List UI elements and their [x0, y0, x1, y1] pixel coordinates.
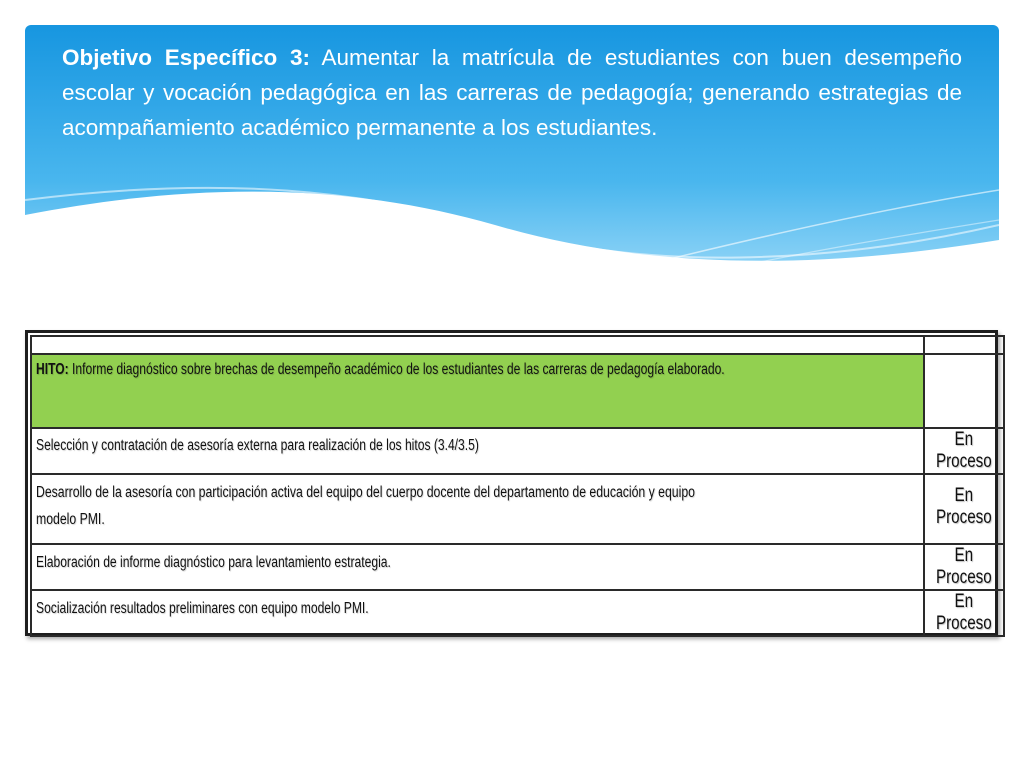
table-row [31, 590, 1004, 636]
table-row [31, 474, 1004, 544]
hito-row [31, 354, 1004, 428]
status-cell [924, 590, 1004, 636]
objective-body: Aumentar la matrícula de estudiantes con buen desempeño escolar y vocación pedagógica en las carreras de pedagogía; generando estrategias de acompañamiento académico permanente a los estudiantes. [62, 45, 962, 140]
activity-cell [31, 590, 924, 636]
activity-text: Socialización resultados preliminares con equipo modelo PMI. [36, 600, 369, 617]
hito-status-cell [924, 354, 1004, 428]
table-row [31, 544, 1004, 590]
activity-text: Elaboración de informe diagnóstico para levantamiento estrategia. [36, 554, 391, 571]
table-footer-row [31, 636, 1004, 647]
activity-cell [31, 544, 924, 590]
objective-text [62, 40, 962, 145]
activities-table [30, 335, 1005, 647]
status-text: En Proceso [935, 429, 992, 472]
activity-text: Desarrollo de la asesoría con participación activa del equipo del cuerpo docente del departamento de educación y equipo modelo PMI. [36, 484, 695, 528]
status-text: En Proceso [935, 485, 992, 528]
status-cell [924, 474, 1004, 544]
status-text: En Proceso [935, 545, 992, 588]
hito-text: Informe diagnóstico sobre brechas de desempeño académico de los estudiantes de las carreras de pedagogía elaborado. [72, 361, 725, 378]
activity-text: Selección y contratación de asesoría externa para realización de los hitos (3.4/3.5) [36, 437, 479, 454]
table-header-row [31, 336, 1004, 354]
activity-cell [31, 428, 924, 474]
activity-cell [31, 474, 924, 544]
status-cell [924, 428, 1004, 474]
table-row [31, 428, 1004, 474]
hito-label: HITO: [36, 361, 69, 378]
hito-cell [31, 354, 924, 428]
status-text: En Proceso [935, 591, 992, 634]
objective-label: Objetivo Específico 3: [62, 45, 310, 70]
status-cell [924, 544, 1004, 590]
hito-table [25, 330, 998, 636]
